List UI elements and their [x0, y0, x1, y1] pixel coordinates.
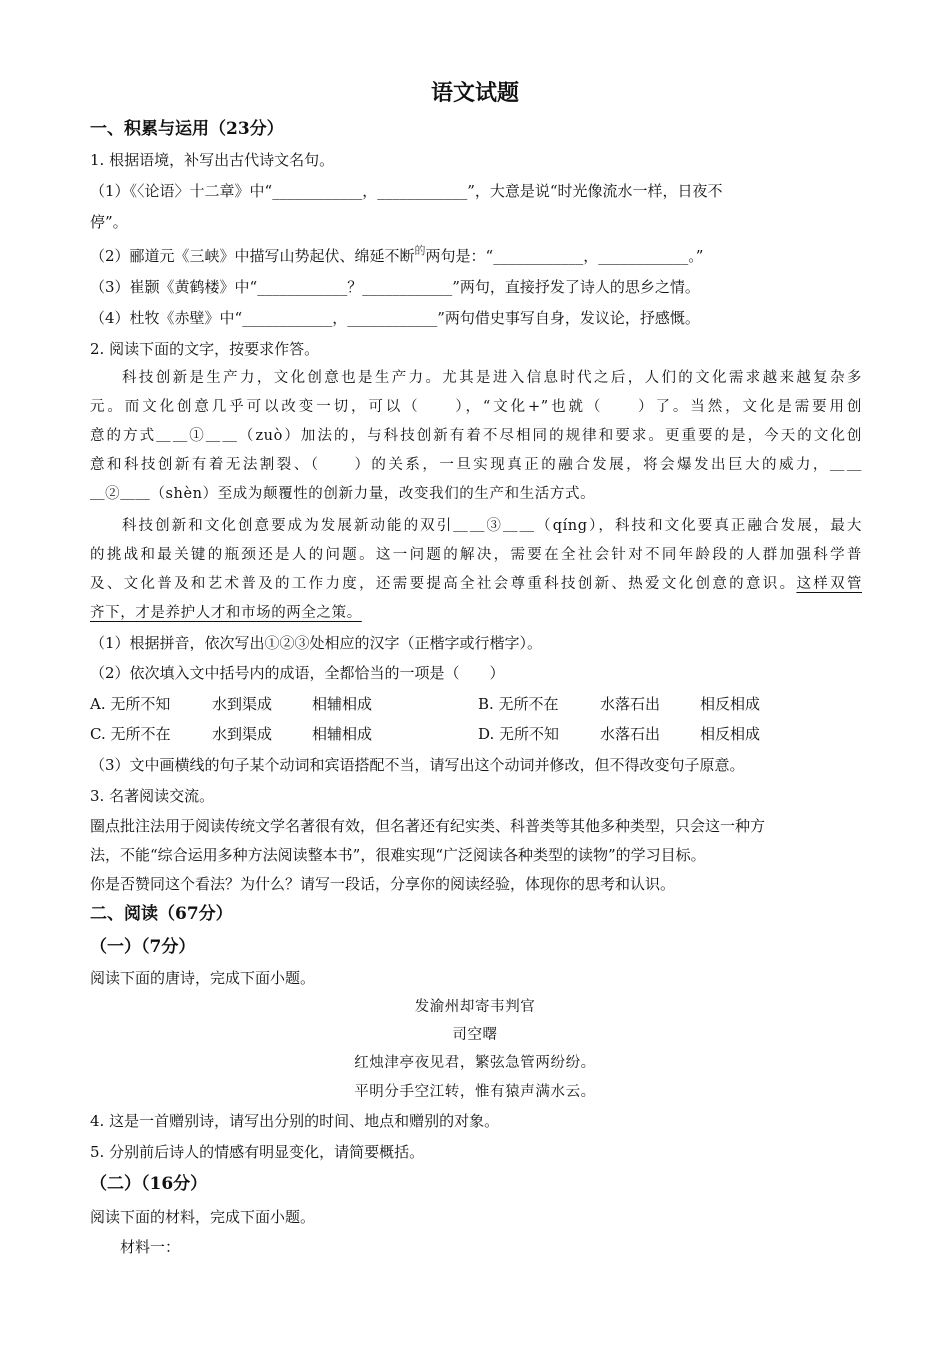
- poem-line-1: 红烛津亭夜见君，繁弦急管两纷纷。: [354, 1055, 596, 1071]
- option-d-c: 相反相成: [700, 725, 761, 743]
- q1-item-2-sup: 的: [414, 244, 426, 257]
- q5: 5. 分别前后诗人的情感有明显变化，请简要概括。: [90, 1143, 425, 1161]
- poem-author: 司空曙: [452, 1027, 498, 1043]
- q4: 4. 这是一首赠别诗，请写出分别的时间、地点和赠别的对象。: [90, 1112, 500, 1130]
- q3-line-3: 你是否赞同这个看法？为什么？请写一段话，分享你的阅读经验，体现你的思考和认识。: [90, 875, 676, 893]
- q2-passage-p1-line-5: ＿②＿＿（shèn）至成为颠覆性的创新力量，改变我们的生产和生活方式。: [90, 486, 596, 502]
- q2-passage-p2-line-4: [90, 602, 862, 624]
- q1-item-3: （3）崔颢《黄鹤楼》中“____________？____________”两句，直接抒发了诗人的思乡之情。: [90, 278, 700, 296]
- q2-passage-p1-line-1: 科技创新是生产力，文化创意也是生产力。尤其是进入信息时代之后，人们的文化需求越来越复杂多: [122, 370, 862, 386]
- option-b-b: 水落石出: [600, 695, 661, 713]
- q3-line-2: 法，不能“综合运用多种方法阅读整本书”，很难实现“广泛阅读各种类型的读物”的学习目标。: [90, 846, 706, 864]
- poem-title: 发渝州却寄韦判官: [414, 999, 536, 1015]
- underlined-sentence-end: 齐下，才是养护人才和市场的两全之策。: [90, 605, 362, 621]
- q1-item-4: （4）杜牧《赤壁》中“____________，____________”两句借史事写自身，发议论，抒感慨。: [90, 309, 700, 327]
- option-d-b: 水落石出: [600, 725, 661, 743]
- q2-passage-p1-line-2: 元。而文化创意几乎可以改变一切，可以（ ），“文化+”也就（ ）了。当然，文化是需要用创: [90, 399, 862, 415]
- option-a-c: 相辅相成: [312, 695, 373, 713]
- q1-item-1-cont: 停”。: [90, 213, 128, 231]
- material-1-label: 材料一：: [120, 1238, 181, 1256]
- part-2-heading: （二）（16分）: [90, 1174, 208, 1194]
- option-c-label: C. 无所不在: [90, 725, 171, 743]
- q2-passage-p2-line-1: 科技创新和文化创意要成为发展新动能的双引＿＿③＿＿（qíng），科技和文化要真正融合发展，最大: [122, 518, 862, 534]
- q1-item-2-text-b: 两句是：“____________，____________。”: [425, 247, 704, 265]
- q1-item-1: （1）《〈论语〉十二章》中“____________，____________”，大意是说“时光像流水一样，日夜不: [90, 182, 723, 200]
- section-2-heading: 二、阅读（67分）: [90, 904, 233, 924]
- q2-passage-p1-line-3: 意的方式＿＿①＿＿（zuò）加法的，与科技创新有着不尽相同的规律和要求。更重要的是，今天的文化创: [90, 428, 862, 444]
- part-1-intro: 阅读下面的唐诗，完成下面小题。: [90, 969, 316, 987]
- section-1-heading: 一、积累与运用（23分）: [90, 119, 284, 139]
- q2-sub-3: （3）文中画横线的句子某个动词和宾语搭配不当，请写出这个动词并修改，但不得改变句子原意。: [90, 756, 745, 774]
- q1-item-2-text-a: （2）郦道元《三峡》中描写山势起伏、绵延不断: [90, 247, 415, 265]
- page-title: 语文试题: [430, 80, 519, 106]
- q2-stem: 2. 阅读下面的文字，按要求作答。: [90, 340, 320, 358]
- q1-stem: 1. 根据语境，补写出古代诗文名句。: [90, 151, 335, 169]
- part-2-intro: 阅读下面的材料，完成下面小题。: [90, 1208, 316, 1226]
- q3-stem: 3. 名著阅读交流。: [90, 787, 215, 805]
- option-c-c: 相辅相成: [312, 725, 373, 743]
- q2-passage-p2-line-3: [90, 573, 862, 595]
- underlined-sentence-start: 这样双管: [796, 576, 862, 592]
- q2-sub-1: （1）根据拼音，依次写出①②③处相应的汉字（正楷字或行楷字）。: [90, 634, 543, 652]
- option-b-c: 相反相成: [700, 695, 761, 713]
- poem-line-2: 平明分手空江转，惟有猿声满水云。: [354, 1084, 596, 1100]
- q2-passage-p1-line-4: 意和科技创新有着无法割裂、（ ）的关系，一旦实现真正的融合发展，将会爆发出巨大的威力，＿＿: [90, 457, 862, 473]
- q1-item-2: [90, 245, 862, 269]
- q2-passage-p2-line-2: 的挑战和最关键的瓶颈还是人的问题。这一问题的解决，需要在全社会针对不同年龄段的人群加强科学普: [90, 547, 862, 563]
- q2-passage-p2-line-3-text: 及、文化普及和艺术普及的工作力度，还需要提高全社会尊重科技创新、热爱文化创意的意识。: [90, 576, 797, 592]
- part-1-heading: （一）（7分）: [90, 937, 196, 957]
- option-b-label: B. 无所不在: [478, 695, 559, 713]
- q2-sub-2: （2）依次填入文中括号内的成语，全都恰当的一项是（ ）: [90, 664, 505, 682]
- q3-line-1: 圈点批注法用于阅读传统文学名著很有效，但名著还有纪实类、科普类等其他多种类型，只会这一种方: [90, 817, 766, 835]
- option-a-b: 水到渠成: [212, 695, 273, 713]
- option-d-label: D. 无所不知: [478, 725, 560, 743]
- option-a-label: A. 无所不知: [90, 695, 171, 713]
- option-c-b: 水到渠成: [212, 725, 273, 743]
